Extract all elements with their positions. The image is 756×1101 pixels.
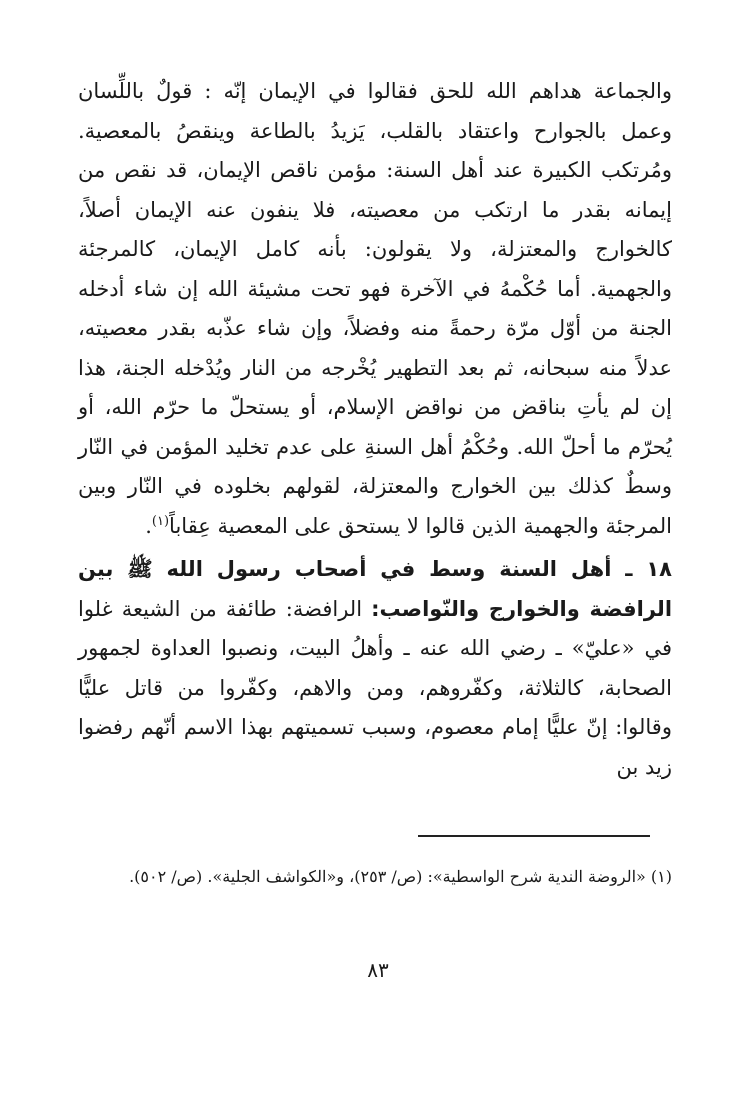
page-number: ٨٣ [367,958,389,982]
paragraph-faith-definition [78,72,672,546]
footnote-text: (١) «الروضة الندية شرح الواسطية»: (ص/ ٢٥٣)، و«الكواشف الجلية». (ص/ ٥٠٢). [129,867,672,886]
paragraph-1-end: . [145,513,152,538]
paragraph-companions [78,550,672,787]
footnote-reference: (١) [151,513,170,529]
paragraph-2-text: الرافضة: طائفة من الشيعة غلوا في «عليّ» ـ رضي الله عنه ـ وأهلُ البيت، ونصبوا العداوة لجمهور الصحابة، كالثلاثة، وكفّروهم، ومن والاهم، وكفّروا من قاتل عليًّا وقالوا: إنّ عليًّا إمام معصوم، وسبب تسميتهم بهذا الاسم أنّهم رفضوا زيد بن [78,596,672,779]
footnote-divider [418,835,650,837]
main-text [78,72,672,787]
paragraph-1-text: والجماعة هداهم الله للحق فقالوا في الإيمان إنّه : قولٌ باللِّسان وعمل بالجوارح واعتقاد بالقلب، يَزيدُ بالطاعة وينقصُ بالمعصية. ومُرتكب الكبيرة عند أهل السنة: مؤمن ناقص الإيمان، قد نقص من إيمانه بقدر ما ارتكب من معصيته، فلا ينفون عنه الإيمان أصلاً، كالخوارج والمعتزلة، ولا يقولون: بأنه كامل الإيمان، كالمرجئة والجهمية. أما حُكْمهُ في الآخرة فهو تحت مشيئة الله إن شاء أدخله الجنة من أوّل مرّة رحمةً منه وفضلاً، وإن شاء عذّبه بقدر معصيته، عدلاً منه سبحانه، ثم بعد التطهير يُخْرجه من النار ويُدْخله الجنة، هذا إن لم يأتِ بناقض من نواقض الإسلام، أو يستحلّ ما حرّم الله، أو يُحرّم ما أحلّ الله. وحُكْمُ أهل السنةِ على عدم تخليد المؤمن في النّار وسطٌ كذلك بين الخوارج والمعتزلة، لقولهم بخلوده في النّار وبين المرجئة والجهمية الذين قالوا لا يستحق على المعصية عِقاباً [78,79,672,538]
section-heading: ١٨ ـ أهل السنة وسط في أصحاب رسول الله ﷺ بين الرافضة والخوارج والنّواصب: [78,557,673,621]
